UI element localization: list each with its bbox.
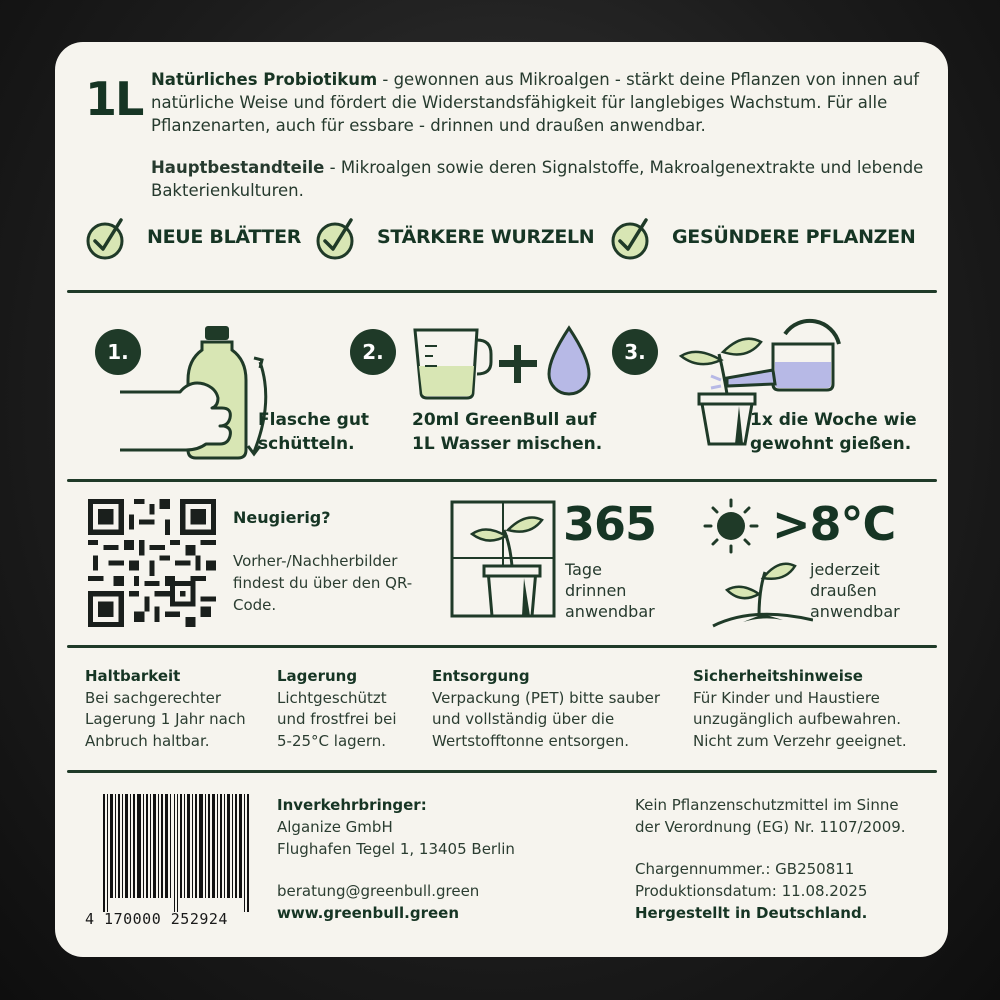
benefit-label: NEUE BLÄTTER: [147, 226, 302, 248]
step-3-text: 1x die Woche wie gewohnt gießen.: [750, 410, 917, 454]
ingredients-body: - Mikroalgen sowie deren Signalstoffe, Makroalgenextrakte und lebende Bakterienkulturen.: [151, 158, 924, 200]
benefit-healthier-plants: [610, 214, 915, 260]
step-3-number: 3.: [612, 329, 658, 375]
intro-heading: Natürliches Probiotikum: [151, 70, 378, 89]
step-2-number: 2.: [350, 329, 396, 375]
website-link[interactable]: www.greenbull.green: [277, 904, 460, 922]
benefit-label: STÄRKERE WURZELN: [377, 226, 595, 248]
intro-text: [151, 68, 931, 137]
info-disposal: Entsorgung Verpackung (PET) bitte sauber und vollständig über die Wertstofftonne entsorgen.: [432, 667, 661, 750]
info-storage: Lagerung Lichtgeschützt und frostfrei bei 5-25°C lagern.: [277, 667, 397, 750]
check-circle-icon: [610, 214, 656, 260]
shake-bottle-icon: [110, 322, 270, 462]
step-1-number: 1.: [95, 329, 141, 375]
intro-body: - gewonnen aus Mikroalgen - stärkt deine Pflanzen von innen auf natürliche Weise und fördert die Widerstandsfähigkeit für langlebiges Wachstum. Für alle Pflanzenarten, auch für essbare - drinnen und draußen anwendbar.: [151, 70, 920, 135]
measuring-cup-water-icon: [407, 322, 597, 402]
window-plant-icon: [450, 500, 556, 618]
curious-body: Vorher-/Nachherbilder findest du über den QR-Code.: [233, 552, 413, 614]
divider: [67, 645, 937, 648]
legal-block: Kein Pflanzenschutzmittel im Sinne der Verordnung (EG) Nr. 1107/2009.: [635, 796, 906, 836]
info-safety: Sicherheitshinweise Für Kinder und Haustiere unzugänglich aufbewahren. Nicht zum Verzehr geeignet.: [693, 667, 907, 750]
divider: [67, 479, 937, 482]
barcode-number: 4 170000 252924: [85, 910, 228, 928]
email-link[interactable]: beratung@greenbull.green: [277, 882, 480, 900]
qr-code[interactable]: [88, 499, 216, 627]
step-2-text: 20ml GreenBull auf 1L Wasser mischen.: [412, 410, 603, 454]
check-circle-icon: [315, 214, 361, 260]
contact-block: [277, 880, 607, 924]
curious-title: Neugierig?: [233, 508, 331, 527]
divider: [67, 290, 937, 293]
benefits-row: [85, 214, 925, 270]
ingredients-text: [151, 156, 931, 202]
batch-number: Chargennummer.: GB250811: [635, 860, 855, 878]
batch-block: [635, 858, 935, 924]
outdoor-temp-value: >8°C: [772, 497, 896, 551]
indoor-days-value: 365: [563, 497, 657, 551]
production-date: Produktionsdatum: 11.08.2025: [635, 882, 868, 900]
benefit-new-leaves: [85, 214, 301, 260]
divider: [67, 770, 937, 773]
info-shelf-life: Haltbarkeit Bei sachgerechter Lagerung 1 Jahr nach Anbruch haltbar.: [85, 667, 246, 750]
volume-size: 1L: [85, 72, 143, 126]
outdoor-temp-label: jederzeit draußen anwendbar: [810, 560, 900, 621]
check-circle-icon: [85, 214, 131, 260]
made-in: Hergestellt in Deutschland.: [635, 904, 868, 922]
distributor-block: Inverkehrbringer: Alganize GmbH Flughafen Tegel 1, 13405 Berlin: [277, 796, 515, 858]
step-1-text: Flasche gut schütteln.: [258, 410, 370, 454]
barcode: [103, 794, 253, 912]
benefit-label: GESÜNDERE PFLANZEN: [672, 226, 916, 248]
product-label: [55, 42, 948, 957]
benefit-stronger-roots: [315, 214, 594, 260]
indoor-days-label: Tage drinnen anwendbar: [565, 560, 655, 621]
ingredients-heading: Hauptbestandteile: [151, 158, 325, 177]
